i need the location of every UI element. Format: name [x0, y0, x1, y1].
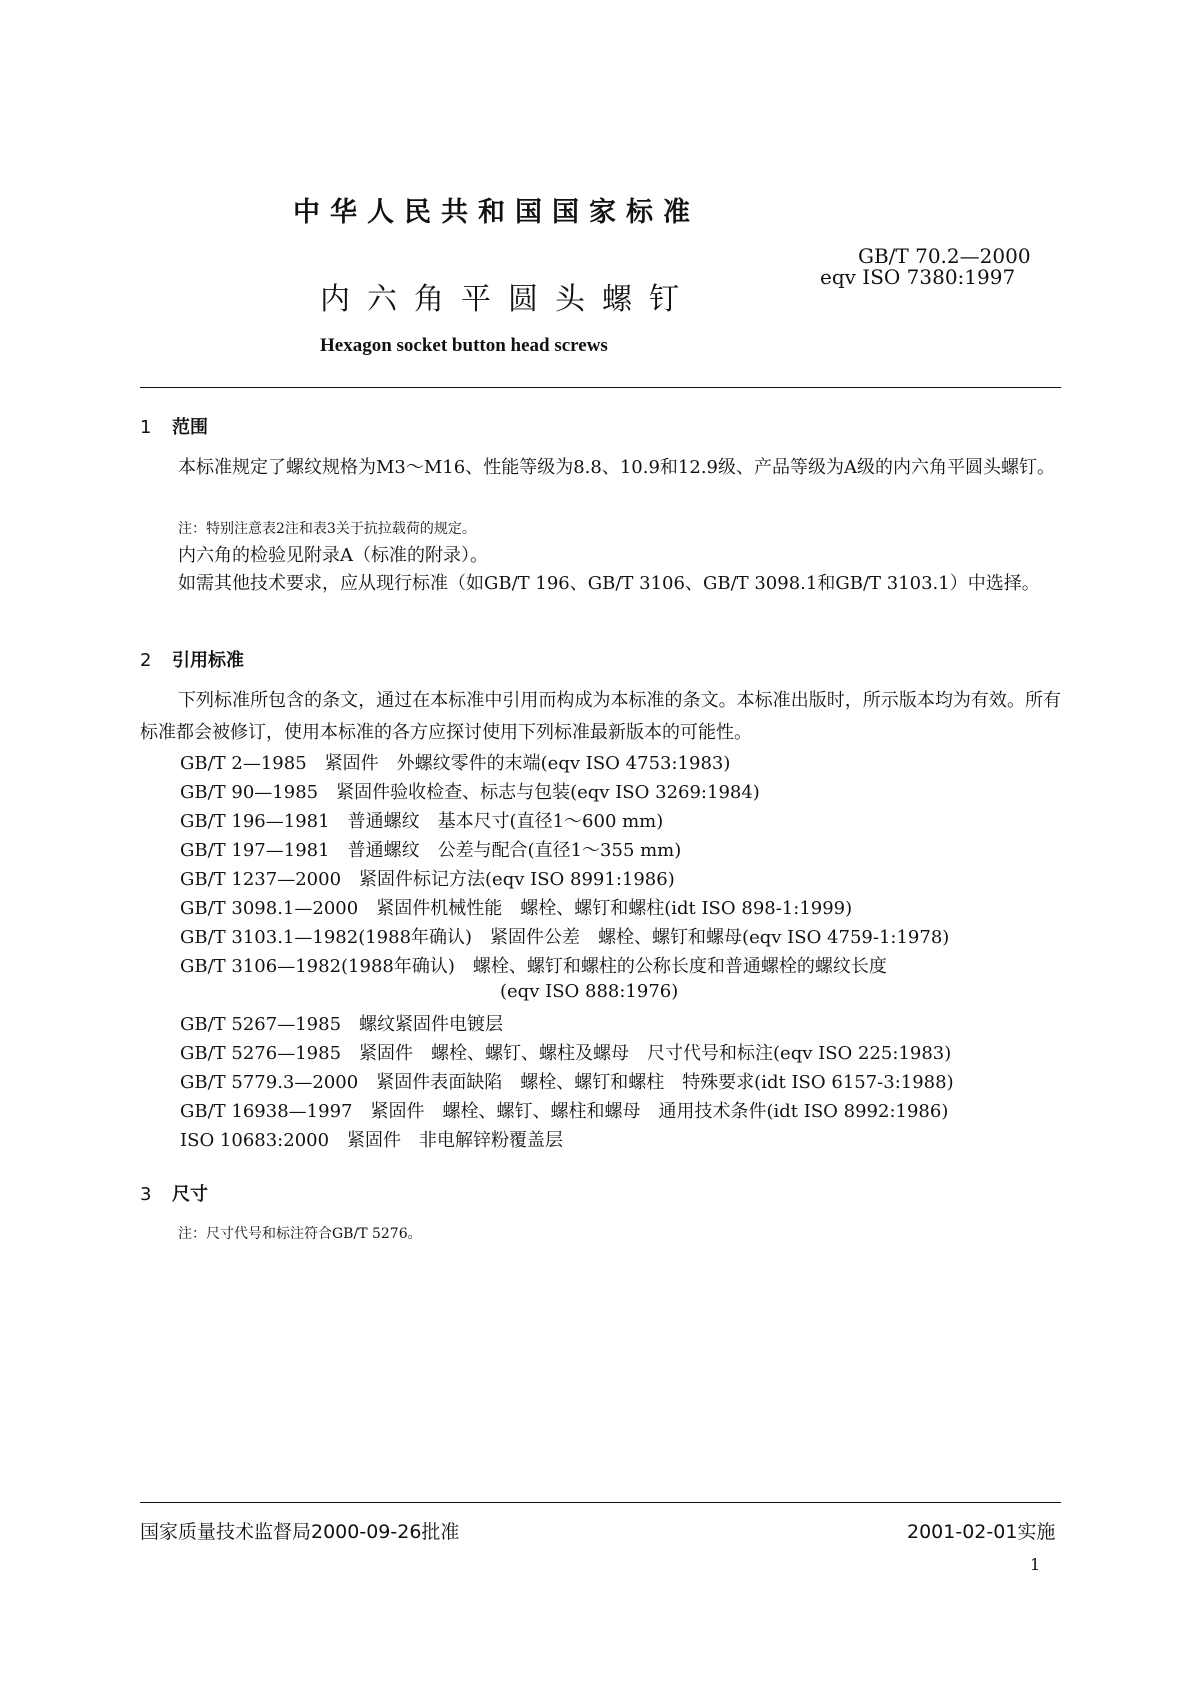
reference-item: GB/T 5276—1985 紧固件 螺栓、螺钉、螺柱及螺母 尺寸代号和标注(eqv ISO 225:1983)	[180, 1043, 952, 1064]
reference-item: ISO 10683:2000 紧固件 非电解锌粉覆盖层	[180, 1130, 564, 1151]
section-3-heading	[140, 1180, 208, 1206]
reference-item: GB/T 3106—1982(1988年确认) 螺栓、螺钉和螺柱的公称长度和普通螺栓的螺纹长度	[180, 956, 887, 977]
section-1-number: 1	[140, 417, 152, 438]
footer-divider	[140, 1502, 1061, 1503]
reference-item: GB/T 16938—1997 紧固件 螺栓、螺钉、螺柱和螺母 通用技术条件(idt ISO 8992:1986)	[180, 1101, 949, 1122]
standard-number: GB/T 70.2—2000	[858, 244, 1031, 268]
section-1-note: 注：特别注意表2注和表3关于抗拉载荷的规定。	[178, 521, 476, 537]
section-2-number: 2	[140, 650, 152, 671]
reference-item: GB/T 90—1985 紧固件验收检查、标志与包装(eqv ISO 3269:1984)	[180, 782, 760, 803]
section-1-paragraph-3: 如需其他技术要求，应从现行标准（如GB/T 196、GB/T 3106、GB/T 3098.1和GB/T 3103.1）中选择。	[178, 573, 1040, 594]
iso-equivalence: eqv ISO 7380:1997	[820, 265, 1016, 289]
reference-item: GB/T 5779.3—2000 紧固件表面缺陷 螺栓、螺钉和螺柱 特殊要求(idt ISO 6157-3:1988)	[180, 1072, 954, 1093]
implementation-date: 2001-02-01实施	[907, 1521, 1056, 1543]
section-3-note: 注：尺寸代号和标注符合GB/T 5276。	[178, 1226, 422, 1242]
section-1-paragraph-2: 内六角的检验见附录A（标准的附录）。	[178, 545, 488, 566]
page-number: 1	[1030, 1555, 1041, 1574]
section-1-heading	[140, 413, 208, 439]
reference-item: GB/T 2—1985 紧固件 外螺纹零件的末端(eqv ISO 4753:1983)	[180, 753, 731, 774]
english-title: Hexagon socket button head screws	[320, 335, 608, 356]
reference-item: GB/T 5267—1985 螺纹紧固件电镀层	[180, 1014, 504, 1035]
reference-item-continuation: (eqv ISO 888:1976)	[500, 981, 679, 1002]
chinese-title: 内六角平圆头螺钉	[320, 282, 696, 317]
section-3-number: 3	[140, 1184, 152, 1205]
reference-item: GB/T 1237—2000 紧固件标记方法(eqv ISO 8991:1986)	[180, 869, 675, 890]
section-2-title: 引用标准	[172, 650, 244, 671]
header-divider	[140, 387, 1061, 388]
reference-item: GB/T 3098.1—2000 紧固件机械性能 螺栓、螺钉和螺柱(idt ISO 898-1:1999)	[180, 898, 853, 919]
approval-statement: 国家质量技术监督局2000-09-26批准	[140, 1521, 460, 1543]
section-2-intro: 下列标准所包含的条文，通过在本标准中引用而构成为本标准的条文。本标准出版时，所示版本均为有效。所有标准都会被修订，使用本标准的各方应探讨使用下列标准最新版本的可能性。	[140, 690, 1061, 743]
reference-item: GB/T 196—1981 普通螺纹 基本尺寸(直径1～600 mm)	[180, 811, 664, 832]
section-1-title: 范围	[172, 417, 208, 438]
reference-item: GB/T 3103.1—1982(1988年确认) 紧固件公差 螺栓、螺钉和螺母(eqv ISO 4759-1:1978)	[180, 927, 950, 948]
section-3-title: 尺寸	[172, 1184, 208, 1205]
national-standard-title: 中华人民共和国国家标准	[293, 197, 700, 228]
reference-item: GB/T 197—1981 普通螺纹 公差与配合(直径1～355 mm)	[180, 840, 682, 861]
section-2-heading	[140, 646, 244, 672]
section-1-paragraph-1: 本标准规定了螺纹规格为M3～M16、性能等级为8.8、10.9和12.9级、产品等级为A级的内六角平圆头螺钉。	[178, 457, 1055, 478]
